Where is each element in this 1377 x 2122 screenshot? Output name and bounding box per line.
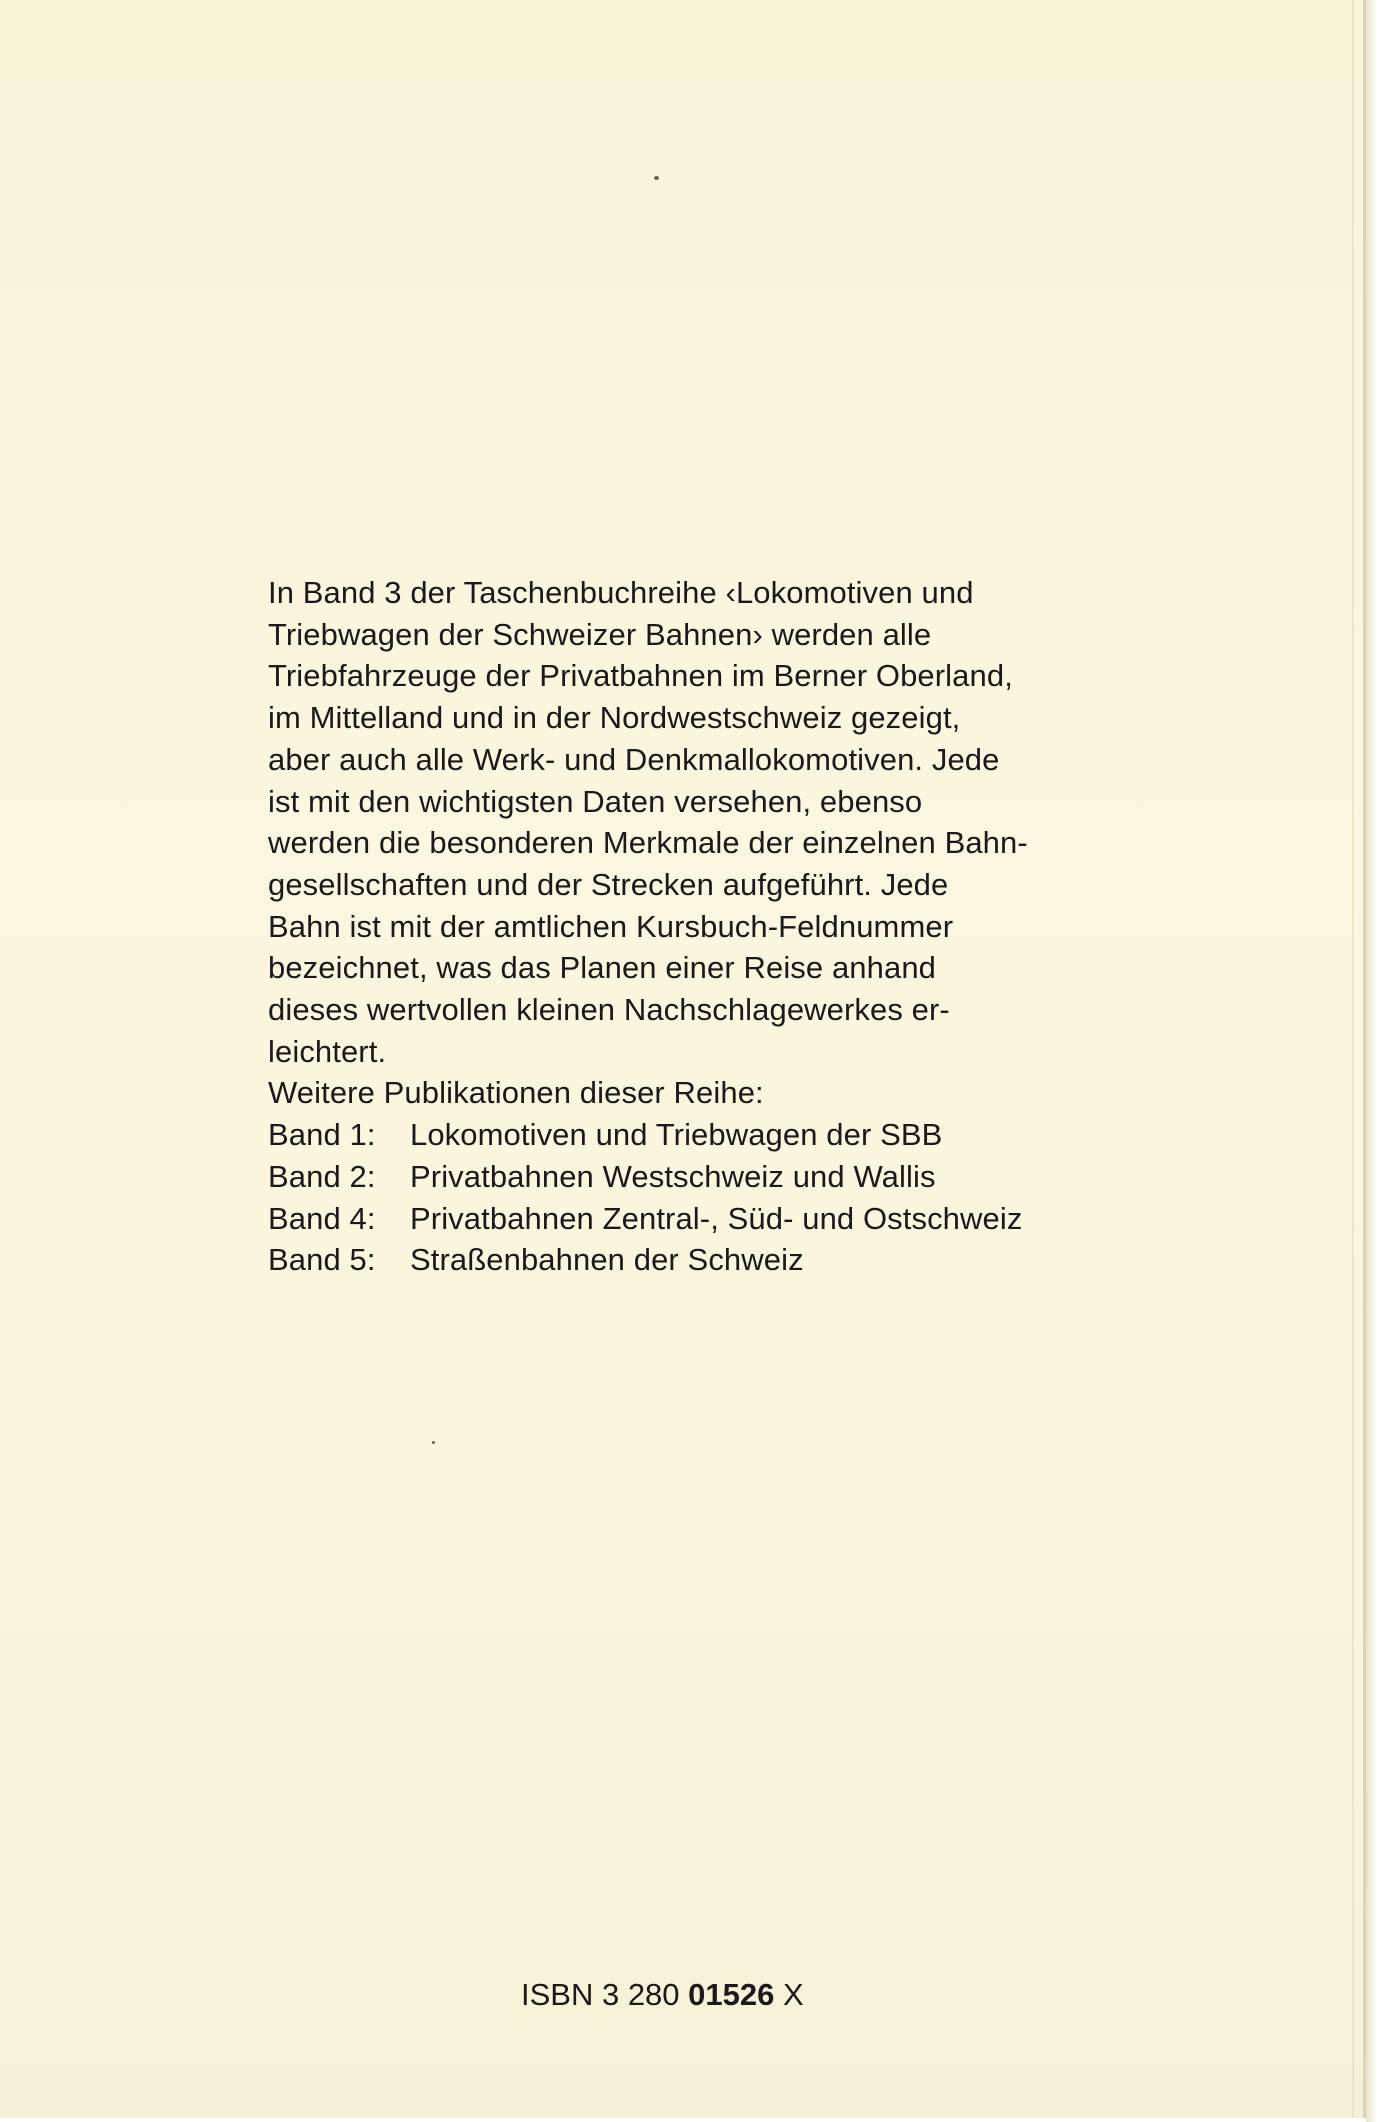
isbn-prefix: ISBN 3 280 xyxy=(521,1977,689,2012)
blurb-line: bezeichnet, was das Planen einer Reise anhand xyxy=(268,950,937,986)
blurb-line: gesellschaften und der Strecken aufgeführt. Jede xyxy=(268,866,949,902)
series-item-title: Privatbahnen Westschweiz und Wallis xyxy=(410,1158,936,1194)
series-item-title: Lokomotiven und Triebwagen der SBB xyxy=(410,1117,943,1153)
series-item xyxy=(268,1198,1128,1240)
blurb-line: werden die besonderen Merkmale der einzelnen Bahn- xyxy=(268,825,1028,861)
cover-crease xyxy=(1352,0,1354,2118)
blurb-line: ist mit den wichtigsten Daten versehen, ebenso xyxy=(268,783,923,819)
blurb-line: Triebfahrzeuge der Privatbahnen im Berner Oberland, xyxy=(268,658,1013,694)
series-item-title: Privatbahnen Zentral-, Süd- und Ostschweiz xyxy=(410,1200,1023,1236)
paper-speck xyxy=(432,1441,435,1444)
series-item-title: Straßenbahnen der Schweiz xyxy=(410,1242,804,1278)
series-item xyxy=(268,1239,1128,1281)
blurb-line: In Band 3 der Taschenbuchreihe ‹Lokomotiven und xyxy=(268,575,974,610)
blurb-line: im Mittelland und in der Nordwestschweiz gezeigt, xyxy=(268,700,961,736)
page-edge xyxy=(1366,0,1377,2122)
blurb-line: aber auch alle Werk- und Denkmallokomotiven. Jede xyxy=(268,741,1000,777)
paper-speck xyxy=(654,176,659,180)
blurb-line: dieses wertvollen kleinen Nachschlagewerkes er- xyxy=(268,992,950,1028)
blurb-line: leichtert. xyxy=(268,1033,387,1069)
series-item-label: Band 1: xyxy=(268,1117,376,1153)
blurb-line: Triebwagen der Schweizer Bahnen› werden alle xyxy=(268,616,932,652)
series-heading: Weitere Publikationen dieser Reihe: xyxy=(268,1075,764,1111)
series-item-label: Band 5: xyxy=(268,1242,376,1278)
isbn-number xyxy=(521,1977,804,2013)
isbn-bold-part: 01526 xyxy=(688,1977,775,2012)
blurb-line: Bahn ist mit der amtlichen Kursbuch-Feldnummer xyxy=(268,908,954,944)
series-item-label: Band 2: xyxy=(268,1158,376,1194)
series-item xyxy=(268,1114,1128,1156)
series-item-label: Band 4: xyxy=(268,1200,376,1236)
series-item xyxy=(268,1156,1128,1198)
isbn-suffix: X xyxy=(774,1977,804,2012)
blurb xyxy=(268,572,1128,1281)
